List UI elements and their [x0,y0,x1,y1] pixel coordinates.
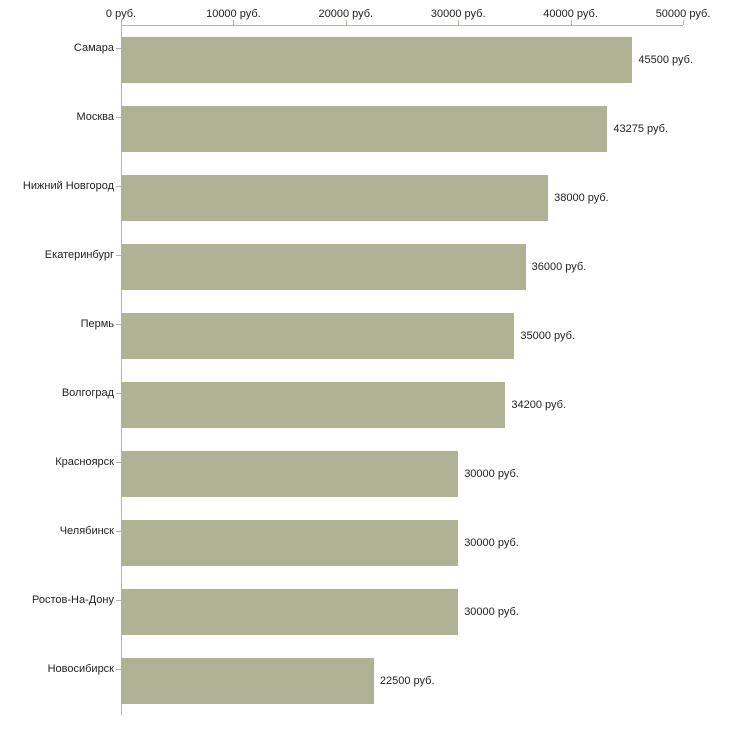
category-label: Пермь [80,318,114,330]
chart-row [44,232,683,301]
bar[interactable] [121,37,632,83]
bar-value-label: 22500 руб. [379,674,435,687]
x-tick-label: 30000 руб. [430,8,486,20]
bar-value-label: 43275 руб. [613,122,669,135]
category-label: Екатеринбург [44,249,114,261]
bar[interactable] [121,175,548,221]
bar[interactable] [121,520,458,566]
bar[interactable] [121,382,505,428]
category-label: Самара [73,42,114,54]
bar[interactable] [121,658,374,704]
x-tick-label: 40000 руб. [543,8,598,20]
bar-value-label: 30000 руб. [464,536,519,549]
category-label: Москва [76,111,114,123]
x-tick-label: 10000 руб. [206,8,261,20]
x-tick-label: 0 руб. [105,8,137,20]
category-label: Ростов-На-Дону [31,594,114,606]
chart-row [80,301,683,370]
category-label: Нижний Новгород [22,180,114,192]
bar[interactable] [121,451,458,497]
bar[interactable] [121,589,458,635]
chart-row [59,508,683,577]
chart-row [61,370,683,439]
category-label: Красноярск [55,456,114,468]
chart-row [31,577,683,646]
bar-value-label: 30000 руб. [464,467,519,480]
chart-row [55,439,683,508]
bar-value-label: 45500 руб. [638,53,694,66]
chart-row [47,646,683,715]
bar[interactable] [121,244,526,290]
category-label: Челябинск [59,525,114,537]
x-tick-label: 20000 руб. [318,8,374,20]
bar-value-label: 36000 руб. [531,260,587,273]
category-label: Новосибирск [47,663,114,675]
bar-value-label: 35000 руб. [520,329,576,342]
chart-row [76,94,683,163]
category-label: Волгоград [61,387,114,399]
bar-value-label: 38000 руб. [554,191,609,204]
chart-row [22,163,683,232]
x-tick-mark [683,20,684,25]
bar-value-label: 34200 руб. [511,398,567,411]
x-tick-label: 50000 руб. [655,8,711,20]
bar[interactable] [121,106,607,152]
bar-value-label: 30000 руб. [464,605,519,618]
chart-row [73,25,694,94]
bar[interactable] [121,313,514,359]
plot-area [22,25,694,715]
